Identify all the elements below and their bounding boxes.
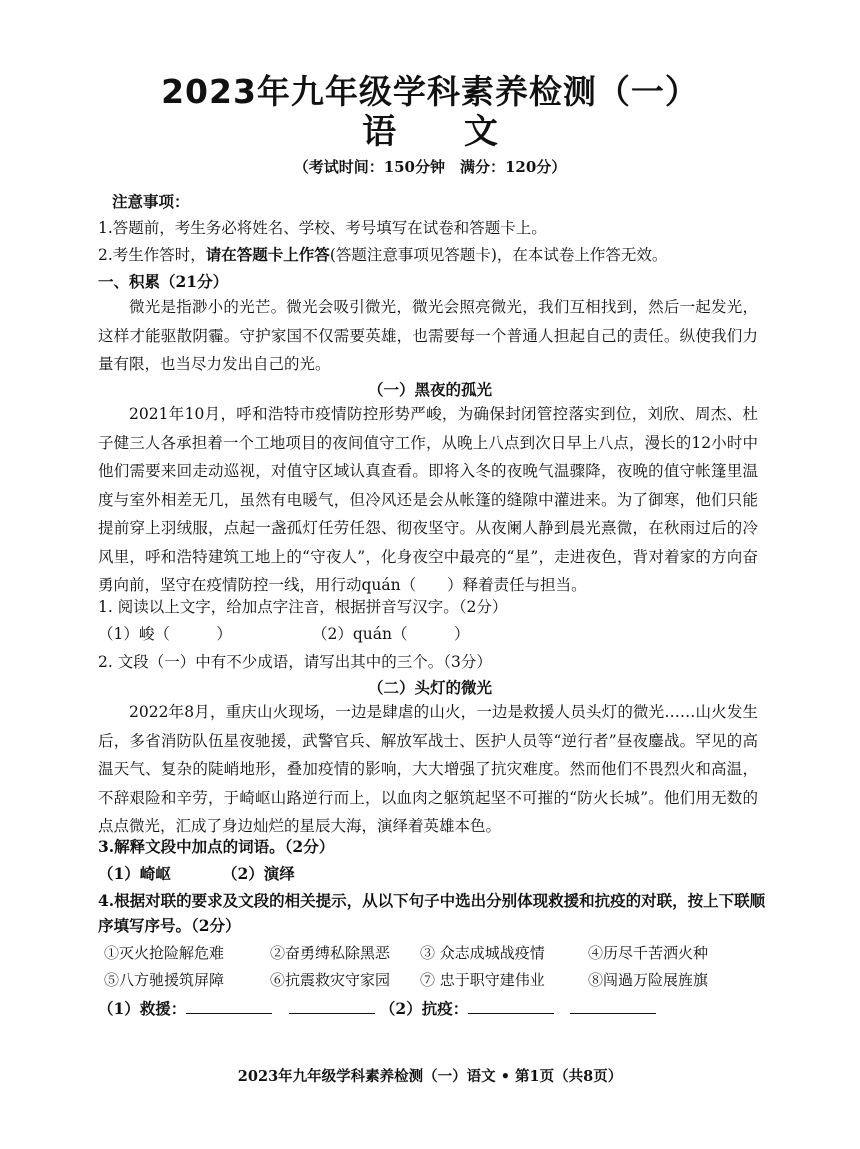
question-4-line-1: 4.根据对联的要求及文段的相关提示，从以下句子中选出分别体现救援和抗疫的对联，按上下联顺: [98, 891, 766, 910]
notice-item-2-start: 2.考生作答时，: [98, 246, 206, 264]
option-7: ⑦ 忠于职守建伟业: [420, 971, 545, 989]
notice-item-1: 1.答题前，考生务必将姓名、学校、考号填写在试卷和答题卡上。: [98, 219, 547, 237]
notice-heading: 注意事项：: [112, 192, 190, 211]
option-2: ②奋勇缚私除黑恶: [270, 944, 391, 962]
answer-epidemic-blank-1[interactable]: [468, 999, 554, 1014]
answer-epidemic-blank-2[interactable]: [570, 999, 656, 1014]
option-1: ①灭火抢险解危难: [104, 944, 225, 962]
question-1-a: （1）峻（ ）: [98, 625, 232, 643]
part-1-text: 2021年10月，呼和浩特市疫情防控形势严峻，为确保封闭管控落实到位，刘欣、周杰、杜子健三人各承担着一个工地项目的夜间值守工作，从晚上八点到次日早上八点，漫长的12小时中他们需要来回走动巡视，对值守区域认真查看。即将入冬的夜晚气温骤降，夜晚的值守帐篷里温度与室外相差无几，虽然有电暖气，但冷风还是会从帐篷的缝隙中灌进来。为了御寒，他们只能提前穿上羽绒服，点起一盏孤灯任劳任怨、彻夜坚守。从夜阑人静到晨光熹微，在秋雨过后的冷风里，呼和浩特建筑工地上的“守夜人”，化身夜空中最亮的“星”，走进夜色，背对着家的方向奋勇向前，坚守在疫情防控一线，用行动quán（ ）释着责任与担当。: [98, 405, 758, 594]
section-1-heading: 一、积累（21分）: [98, 272, 229, 291]
option-4: ④历尽千苦洒火种: [588, 944, 709, 962]
exam-title: 2023年九年级学科素养检测（一）: [161, 72, 699, 111]
page-footer: 2023年九年级学科素养检测（一）语文 • 第1页（共8页）: [237, 1068, 623, 1085]
notice-item-2: [98, 243, 667, 265]
question-3-a: （1）崎岖: [98, 864, 171, 883]
question-2: 2. 文段（一）中有不少成语，请写出其中的三个。（3分）: [98, 653, 492, 671]
notice-item-2-emphasis: 请在答题卡上作答: [205, 245, 330, 264]
option-5: ⑤八方驰援筑屏障: [104, 971, 225, 989]
question-3-b: （2）演绎: [222, 864, 295, 883]
answer-rescue-blank-2[interactable]: [289, 999, 375, 1014]
question-1: 1. 阅读以上文字，给加点字注音，根据拼音写汉字。（2分）: [98, 598, 508, 616]
answer-rescue-blank-1[interactable]: [186, 999, 272, 1014]
question-1-b: （2）quán（ ）: [312, 625, 470, 643]
answer-line: [98, 997, 656, 1019]
notice-item-2-end: (答题注意事项见答题卡)，在本试卷上作答无效。: [329, 246, 668, 264]
part-1-title: （一）黑夜的孤光: [367, 380, 492, 399]
section-1-intro: 微光是指渺小的光芒。微光会吸引微光，微光会照亮微光，我们互相找到，然后一起发光，这样才能驱散阴霾。守护家国不仅需要英雄，也需要每一个普通人担起自己的责任。纵使我们力量有限，也当尽力发出自己的光。: [98, 298, 758, 373]
exam-time-info: （考试时间：150分钟 满分：120分）: [293, 158, 567, 176]
part-2-text: 2022年8月，重庆山火现场，一边是肆虐的山火，一边是救援人员头灯的微光……山火发生后，多省消防队伍星夜驰援，武警官兵、解放军战士、医护人员等“逆行者”昼夜鏖战。罕见的高温天气、复杂的陡峭地形，叠加疫情的影响，大大增强了抗灾难度。然而他们不畏烈火和高温，不辞艰险和辛劳，于崎岖山路逆行而上，以血肉之躯筑起坚不可摧的“防火长城”。他们用无数的点点微光，汇成了身边灿烂的星辰大海，演绎着英雄本色。: [98, 703, 758, 835]
answer-epidemic-label: （2）抗疫：: [379, 999, 469, 1018]
option-3: ③ 众志成城战疫情: [420, 944, 545, 962]
option-8: ⑧闯過万险展旌旗: [588, 971, 709, 989]
answer-rescue-label: （1）救援：: [98, 999, 187, 1018]
question-3: 3.解释文段中加点的词语。（2分）: [98, 837, 335, 856]
subject-title: 语 文: [362, 112, 526, 152]
part-2-title: （二）头灯的微光: [367, 678, 492, 697]
option-6: ⑥抗震救灾守家园: [270, 971, 391, 989]
question-4-line-2: 序填写序号。（2分）: [98, 916, 241, 935]
